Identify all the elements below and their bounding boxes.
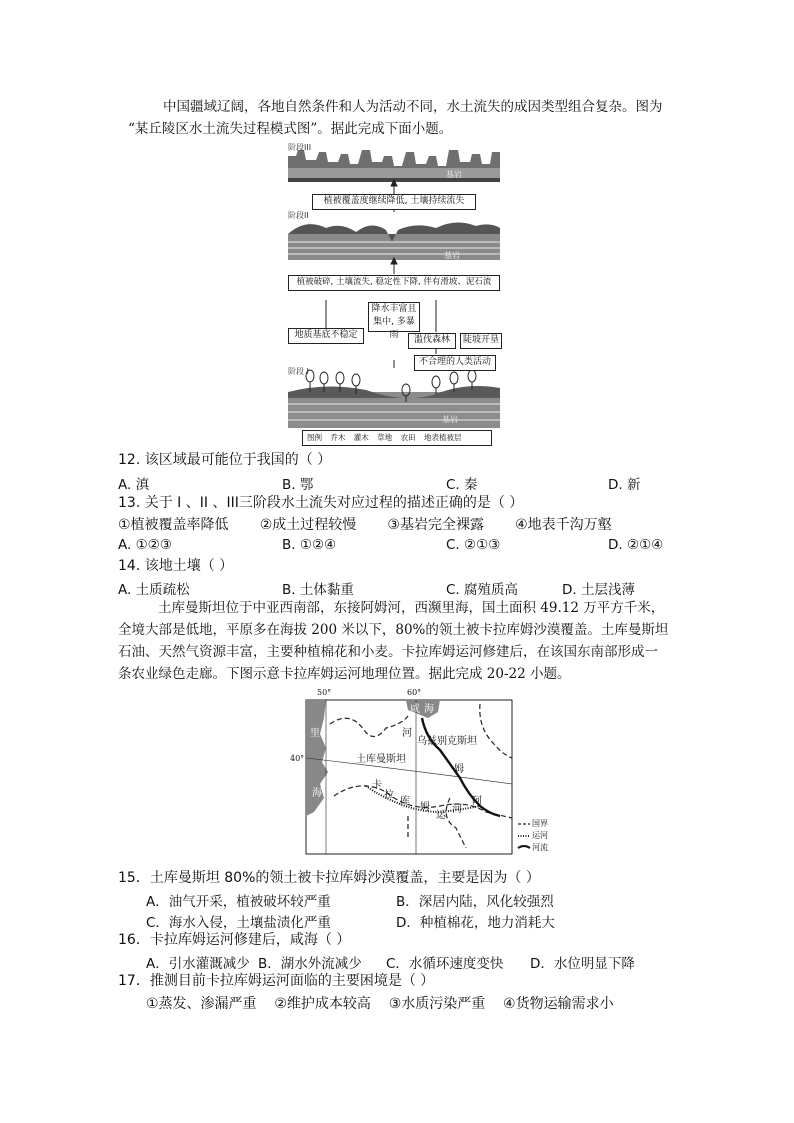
q15-option-b: B．深居内陆，风化较强烈: [396, 894, 554, 910]
river-char-mu: 姆: [454, 764, 464, 775]
legend-title: 图例: [307, 433, 322, 442]
legend-vegetation: 地表植被层: [423, 433, 462, 442]
q13-option-b: B. ①②④: [282, 537, 337, 553]
q13-option-c: C. ②①③: [446, 537, 501, 553]
q14-option-d: D. 土层浅薄: [562, 582, 635, 598]
q13-items: ①植被覆盖率降低 ②成土过程较慢 ③基岩完全裸露 ④地表千沟万壑: [118, 517, 612, 533]
erosion-diagram: [286, 142, 502, 448]
river-char-he: 河: [402, 728, 412, 739]
figure1-legend: [302, 430, 492, 446]
stage-3-label: 阶段III: [288, 143, 312, 152]
intro2-line-1: 土库曼斯坦位于中亚西南部，东接阿姆河，西濒里海，国土面积 49.12 万平方千米，: [158, 600, 665, 616]
q14-option-c: C. 腐殖质高: [446, 582, 519, 598]
q13-option-d: D. ②①④: [608, 537, 664, 553]
q14-option-b: B. 土体黏重: [282, 582, 354, 598]
q16-option-a: A．引水灌溉减少: [146, 956, 250, 972]
intro2-line-2: 全境大部是低地，平原多在海拔 200 米以下，80%的领土被卡拉库姆沙漠覆盖。土库曼斯坦: [118, 622, 669, 638]
q15-option-a: A．油气开采，植被破坏较严重: [146, 894, 331, 910]
map-drawing: [290, 688, 550, 860]
rock-label-1: 基岩: [442, 415, 458, 424]
river-char-a: 阿: [472, 796, 482, 807]
q16-option-b: B．湖水外流减少: [258, 956, 362, 972]
veg-decrease-box: 植被覆盖度继续降低, 土壤持续流失: [312, 194, 476, 210]
q16-option-c: C．水循环速度变快: [386, 956, 504, 972]
q14-stem: 14. 该地土壤（ ）: [118, 558, 234, 574]
slope-farming-box: 陡坡开垦: [460, 333, 502, 349]
q12-option-d: D. 新: [608, 477, 641, 493]
legend-farmland: 农田: [400, 433, 416, 442]
canal-char-5: 运: [436, 810, 446, 821]
canal-char-6: 河: [452, 804, 462, 815]
q14-option-a: A. 土质疏松: [118, 582, 190, 598]
deforestation-box: 滥伐森林: [408, 333, 456, 349]
caspian-char-2: 海: [312, 788, 322, 799]
rock-label-2: 基岩: [444, 251, 460, 260]
lon-50-label: 50°: [317, 688, 332, 697]
intro-line-1: 中国疆域辽阔，各地自然条件和人为活动不同，水土流失的成因类型组合复杂。图为: [163, 99, 663, 115]
canal-char-1: 卡: [372, 780, 382, 791]
canal-char-3: 库: [400, 796, 410, 807]
q16-option-d: D．水位明显下降: [530, 956, 635, 972]
rock-label-3: 基岩: [446, 170, 462, 179]
q13-option-a: A. ①②③: [118, 537, 172, 553]
legend-border: 国界: [532, 819, 548, 828]
q12-option-b: B. 鄂: [282, 477, 314, 493]
q12-option-a: A. 滇: [118, 477, 150, 493]
caspian-char-1: 里: [310, 728, 320, 739]
intro2-line-4: 条农业绿色走廊。下图示意卡拉库姆运河地理位置。据此完成 20-22 小题。: [118, 666, 571, 682]
aral-char-2: 海: [424, 704, 434, 715]
q13-stem: 13. 关于 I 、II 、III三阶段水土流失对应过程的描述正确的是（ ）: [118, 495, 524, 511]
karakum-canal-map: [290, 688, 550, 860]
broken-veg-box: 植被破碎, 土壤流失, 稳定性下降, 伴有滑坡、泥石流: [288, 275, 500, 291]
lat-40-label: 40°: [290, 754, 305, 763]
q12-stem: 12. 该区域最可能位于我国的（ ）: [118, 452, 332, 468]
legend-canal: 运河: [532, 831, 548, 840]
intro-line-2: “某丘陵区水土流失过程模式图”。据此完成下面小题。: [128, 121, 453, 137]
stage-1-label: 阶段 I: [288, 367, 309, 376]
q17-stem: 17．推测目前卡拉库姆运河面临的主要困境是（ ）: [118, 973, 435, 989]
canal-char-2: 拉: [384, 790, 394, 801]
legend-grass: 草地: [377, 433, 393, 442]
legend-river: 河流: [532, 843, 548, 852]
rain-box: 降水丰富且集中, 多暴雨: [368, 302, 420, 332]
human-activity-box: 不合理的人类活动: [414, 355, 496, 371]
q17-items: ①蒸发、渗漏严重 ②维护成本较高 ③水质污染严重 ④货物运输需求小: [146, 996, 614, 1012]
aral-char-1: 咸: [410, 704, 420, 715]
stage-2-label: 阶段II: [288, 211, 309, 220]
geology-box: 地质基底不稳定: [288, 328, 364, 344]
uzbekistan-label: 乌兹别克斯坦: [417, 736, 477, 747]
q15-stem: 15．土库曼斯坦 80%的领土被卡拉库姆沙漠覆盖，主要是因为（ ）: [118, 870, 540, 886]
canal-char-4: 姆: [420, 802, 430, 813]
q16-stem: 16．卡拉库姆运河修建后，咸海（ ）: [118, 932, 351, 948]
turkmenistan-label: 土库曼斯坦: [356, 754, 406, 765]
intro2-line-3: 石油、天然气资源丰富，主要种植棉花和小麦。卡拉库姆运河修建后，在该国东南部形成一: [118, 644, 658, 660]
legend-tree: 乔木: [330, 433, 346, 442]
q12-option-c: C. 秦: [446, 477, 478, 493]
erosion-process-figure: [286, 142, 502, 448]
q15-option-d: D．种植棉花，地力消耗大: [396, 915, 555, 931]
legend-shrub: 灌木: [353, 433, 369, 442]
lon-60-label: 60°: [407, 688, 422, 697]
q15-option-c: C．海水入侵，土壤盐渍化严重: [146, 915, 331, 931]
